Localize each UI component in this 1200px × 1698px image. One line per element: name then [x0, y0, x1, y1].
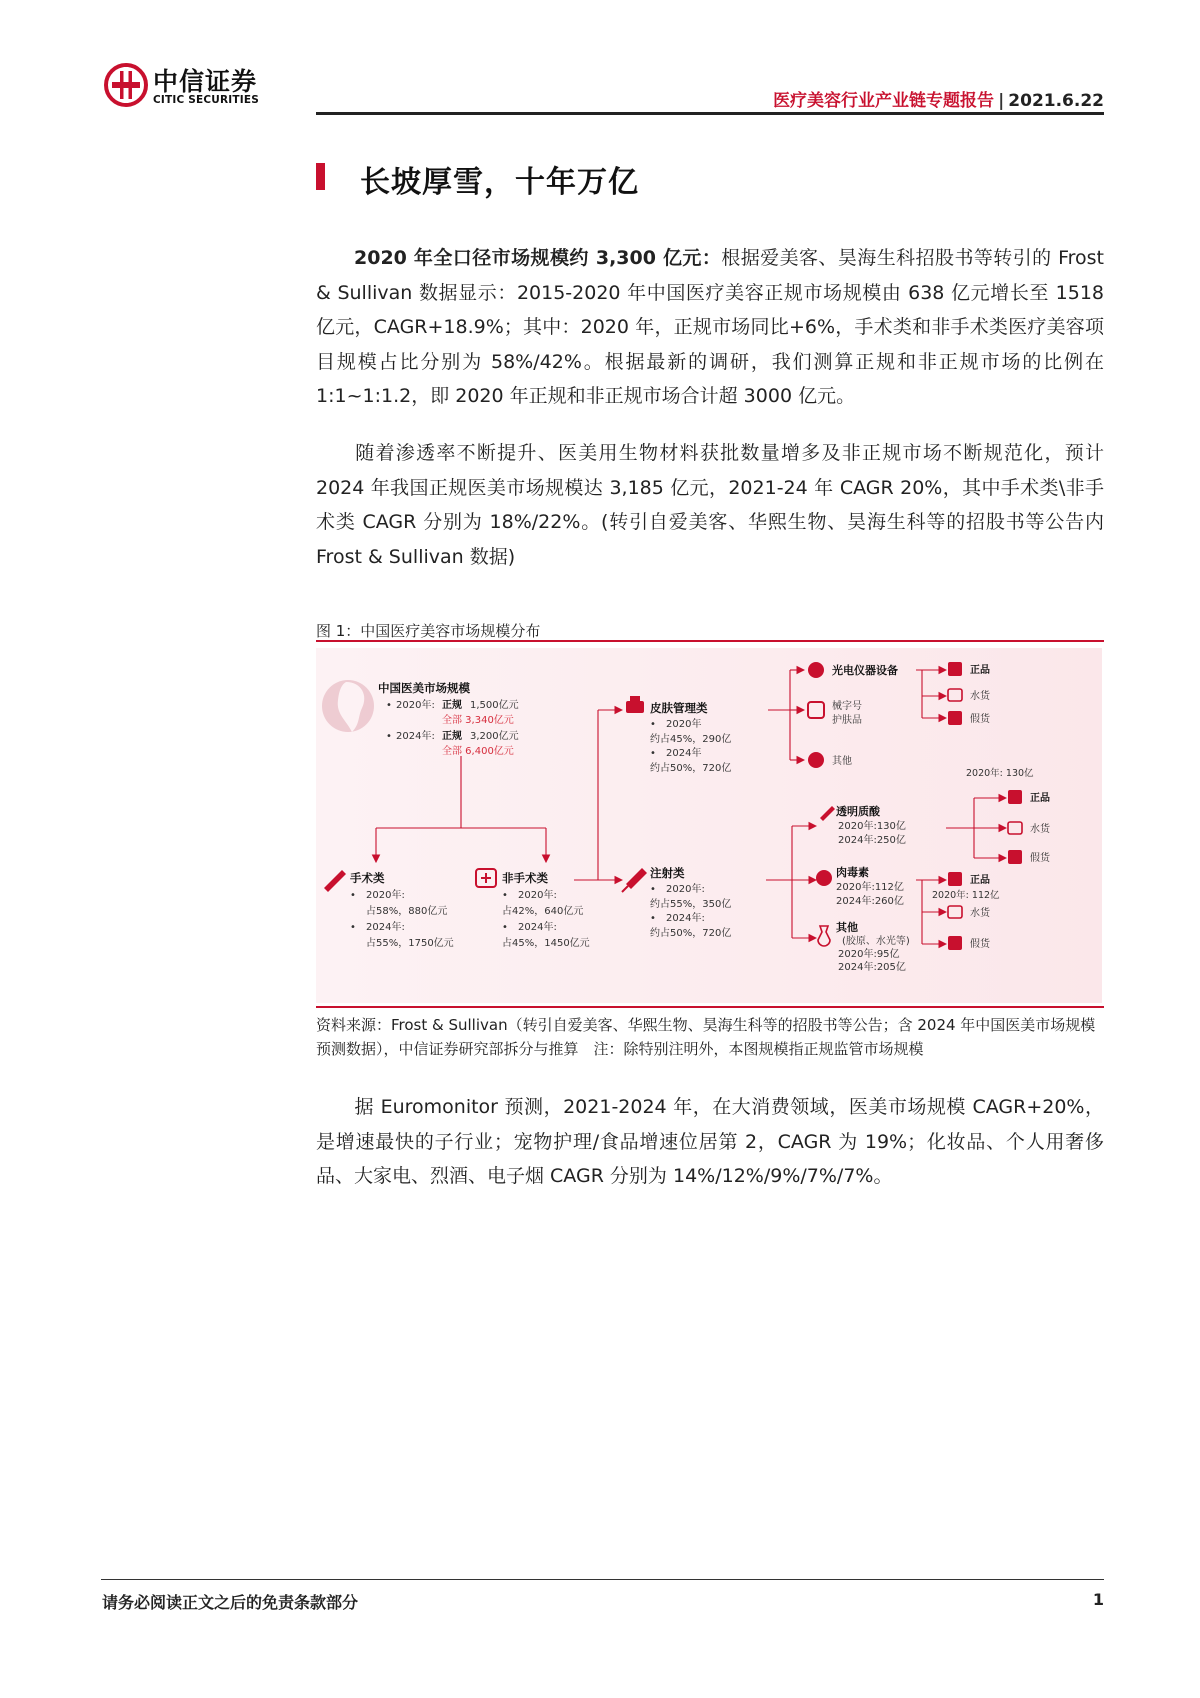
market-structure-diagram	[316, 648, 1102, 1003]
skincare-line2: 护肤品	[832, 715, 862, 726]
page-number: 1	[1092, 1590, 1104, 1609]
section-title: 长坡厚雪，十年万亿	[360, 165, 639, 200]
report-date: 2021.6.22	[1008, 91, 1104, 111]
figure-source-note: 资料来源：Frost & Sullivan（转引自爱美客、华熙生物、昊海生科等的招股书等公告；含 2024 年中国医美市场规模预测数据），中信证券研究部拆分与推算 注：除特别注明外，本图规模指正规监管市场规模	[316, 1016, 1096, 1058]
injection-2024-label: 2024年:	[666, 913, 705, 924]
nonsurgical-title: 非手术类	[502, 871, 548, 885]
paragraph-body: 随着渗透率不断提升、医美用生物材料获批数量增多及非正规市场不断规范化，预计 2024 年我国正规医美市场规模达 3,185 亿元，2021-24 年 CAGR 20%，其中手术类\非手术类 CAGR 分别为 18%/22%。(转引自爱美客、华熙生物、昊海生科等的招股书等公告内 Frost & Sullivan 数据)	[316, 442, 1104, 568]
genuine-check-icon	[948, 872, 962, 886]
botox-genuine: 正品	[970, 875, 990, 886]
toxin-icon	[816, 870, 832, 886]
ha-parallel: 水货	[1030, 824, 1050, 835]
skin-other-title: 其他	[832, 756, 852, 767]
market-2024-total: 全部 6,400亿元	[442, 746, 514, 757]
surgical-title: 手术类	[350, 871, 385, 885]
figure-top-rule	[316, 640, 1104, 642]
genuine-check-icon	[1008, 790, 1022, 804]
skin-2020-value: 约占45%，290亿	[650, 734, 732, 745]
paragraph-body: 根据爱美客、昊海生科招股书等转引的 Frost & Sullivan 数据显示：2015-2020 年中国医疗美容正规市场规模由 638 亿元增长至 1518 亿元，CAGR+18.9%；其中：2020 年，正规市场同比+6%，手术类和非手术类医疗美容项目规模占比分别为 58%/42%。根据最新的调研，我们测算正规和非正规市场的比例在 1:1~1:1.2，即 2020 年正规和非正规市场合计超 3000 亿元。	[316, 247, 1104, 407]
ha-2020: 2020年:130亿	[838, 821, 906, 832]
injection-2024-value: 约占50%，720亿	[650, 928, 732, 939]
figure-caption: 图 1：中国医疗美容市场规模分布	[316, 622, 541, 640]
market-2024-label: 2024年:	[396, 731, 435, 742]
skin-title: 皮肤管理类	[650, 701, 708, 715]
market-2024-bold: 正规	[442, 731, 462, 742]
botox-2020: 2020年:112亿	[836, 882, 904, 893]
photo-parallel: 水货	[970, 691, 990, 702]
svg-text:•: •	[502, 890, 508, 901]
skin-2020-label: 2020年	[666, 719, 702, 730]
market-2020-total: 全部 3,340亿元	[442, 715, 514, 726]
laser-device-icon	[808, 662, 824, 678]
paragraph-market-size	[316, 241, 1104, 414]
botox-title: 肉毒素	[836, 866, 869, 879]
paragraph-forecast	[316, 436, 1104, 574]
market-2020-label: 2020年:	[396, 700, 435, 711]
botox-note: 2020年: 112亿	[932, 890, 1000, 901]
figure-bottom-rule	[316, 1006, 1104, 1008]
injection-2020-value: 约占55%，350亿	[650, 899, 732, 910]
market-title: 中国医美市场规模	[378, 681, 470, 695]
inj-other-2024: 2024年:205亿	[838, 962, 906, 973]
face-profile-icon	[322, 680, 374, 732]
ha-2024: 2024年:250亿	[838, 835, 906, 846]
injection-2020-label: 2020年:	[666, 884, 705, 895]
ha-fake: 假货	[1030, 853, 1050, 864]
report-header	[773, 86, 1104, 111]
nonsurgical-2024-value: 占45%，1450亿元	[502, 938, 590, 949]
paragraph-lead: 2020 年全口径市场规模约 3,300 亿元：	[354, 247, 722, 269]
skincare-line1: 械字号	[832, 701, 862, 712]
market-2020-value: 1,500亿元	[470, 700, 519, 711]
ha-note: 2020年: 130亿	[966, 768, 1034, 779]
photo-fake: 假货	[970, 714, 990, 725]
surgical-2024-value: 占55%，1750亿元	[366, 938, 454, 949]
header-separator: |	[998, 91, 1005, 111]
svg-text:•: •	[386, 700, 392, 711]
fake-box-icon	[948, 711, 962, 725]
surgical-2024-label: 2024年:	[366, 922, 405, 933]
photo-title: 光电仪器设备	[832, 664, 898, 677]
svg-text:•: •	[502, 922, 508, 933]
market-2020-bold: 正规	[442, 700, 462, 711]
fake-box-icon	[1008, 850, 1022, 864]
ha-title: 透明质酸	[836, 805, 880, 818]
logo-wordmark-cn: 中信证券	[153, 67, 258, 96]
paragraph-euromonitor	[316, 1090, 1104, 1194]
nonsurgical-2024-label: 2024年:	[518, 922, 557, 933]
svg-text:•: •	[350, 922, 356, 933]
ha-genuine: 正品	[1030, 793, 1050, 804]
fake-box-icon	[948, 936, 962, 950]
nonsurgical-2020-label: 2020年:	[518, 890, 557, 901]
citic-logo-icon	[104, 63, 148, 107]
header-divider	[316, 112, 1104, 115]
svg-text:•: •	[350, 890, 356, 901]
injection-title: 注射类	[650, 866, 685, 880]
market-2024-value: 3,200亿元	[470, 731, 519, 742]
other-device-icon	[808, 752, 824, 768]
svg-text:•: •	[650, 748, 656, 759]
photo-genuine: 正品	[970, 665, 990, 676]
svg-text:•: •	[650, 884, 656, 895]
report-title: 医疗美容行业产业链专题报告	[773, 91, 995, 111]
surgical-2020-value: 占58%，880亿元	[366, 906, 448, 917]
botox-parallel: 水货	[970, 908, 990, 919]
botox-2024: 2024年:260亿	[836, 896, 904, 907]
inj-other-2020: 2020年:95亿	[838, 949, 900, 960]
footer-disclaimer: 请务必阅读正文之后的免责条款部分	[102, 1593, 359, 1612]
skin-2024-value: 约占50%，720亿	[650, 763, 732, 774]
logo-wordmark-en: CITIC SECURITIES	[153, 94, 260, 106]
surgical-2020-label: 2020年:	[366, 890, 405, 901]
genuine-check-icon	[948, 662, 962, 676]
section-marker	[316, 163, 325, 190]
svg-text:•: •	[650, 719, 656, 730]
inj-other-title: 其他	[836, 921, 858, 934]
paragraph-body: 据 Euromonitor 预测，2021-2024 年，在大消费领域，医美市场规模 CAGR+20%，是增速最快的子行业；宠物护理/食品增速位居第 2，CAGR 为 19%；化妆品、个人用奢侈品、大家电、烈酒、电子烟 CAGR 分别为 14%/12%/9%/7%/7%。	[316, 1096, 1104, 1187]
skin-2024-label: 2024年	[666, 748, 702, 759]
photoelectric-node	[808, 662, 898, 678]
svg-text:•: •	[386, 731, 392, 742]
inj-other-desc: (胶原、水光等)	[842, 936, 910, 947]
svg-text:•: •	[650, 913, 656, 924]
footer-divider	[101, 1579, 1104, 1580]
nonsurgical-2020-value: 占42%，640亿元	[502, 906, 584, 917]
botox-fake: 假货	[970, 939, 990, 950]
